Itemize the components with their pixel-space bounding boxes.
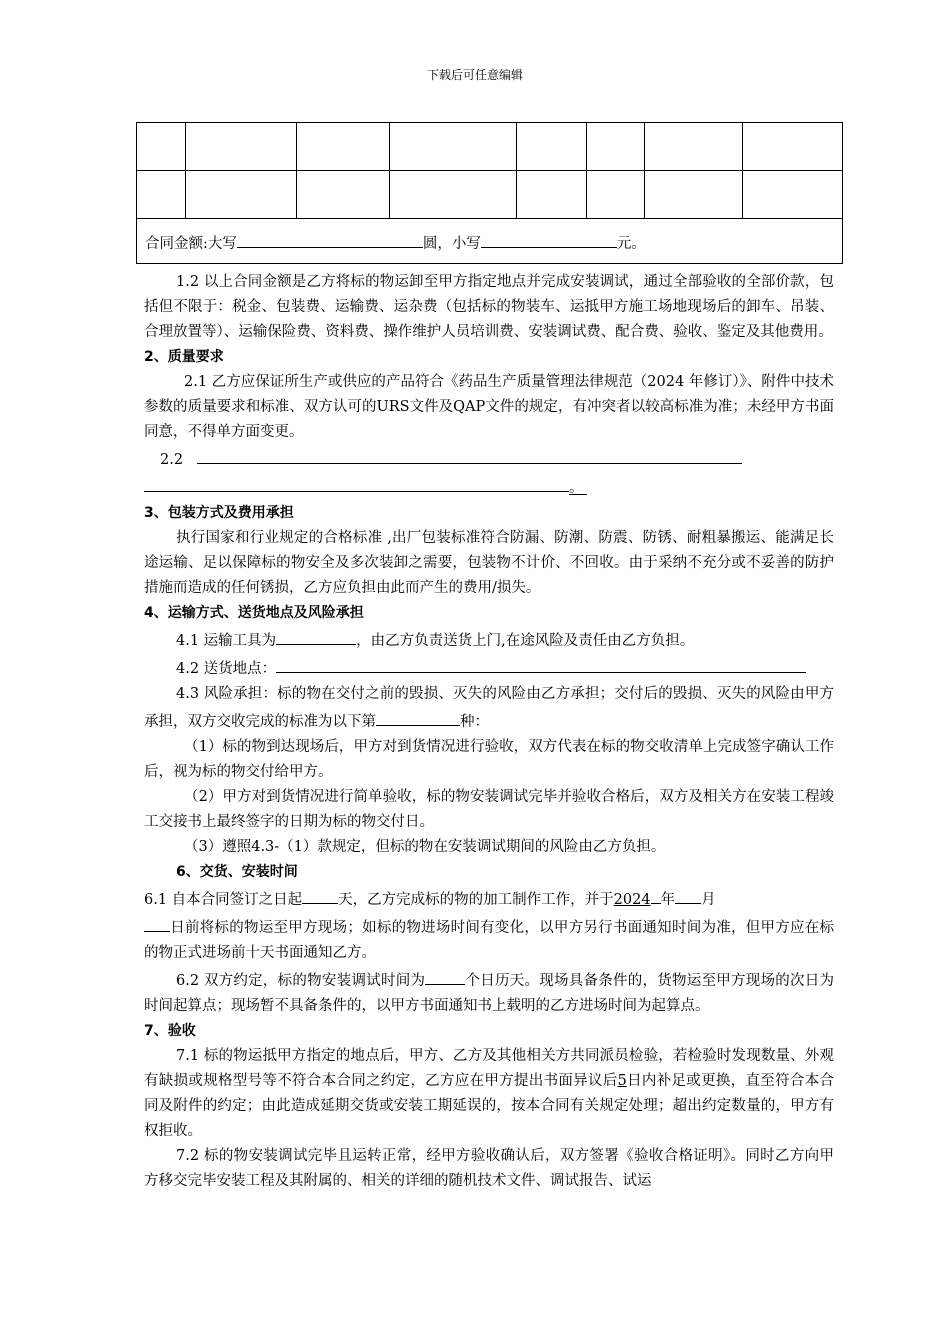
clause-4-3-text: 4.3 风险承担：标的物在交付之前的毁损、灭失的风险由乙方承担；交付后的毁损、灭失的风险由甲方承担，双方交收完成的标准为以下第 xyxy=(144,686,834,730)
delivery-year: 2024 xyxy=(613,892,651,908)
replace-days: 5 xyxy=(617,1073,627,1089)
table-cell[interactable] xyxy=(645,171,743,219)
table-cell[interactable] xyxy=(186,123,297,171)
page-header: 下载后可任意编辑 xyxy=(426,68,523,82)
clause-6-1-text: 6.1 自本合同签订之日起 xyxy=(144,892,303,908)
clause-4-3-1: （1）标的物到达现场后，甲方对到货情况进行验收，双方代表在标的物交收清单上完成签字确认工作后，视为标的物交付给甲方。 xyxy=(144,739,834,780)
amount-mid-label: 圆，小写 xyxy=(422,236,481,252)
table-row xyxy=(137,171,843,219)
clause-1-2: 1.2 以上合同金额是乙方将标的物运卸至甲方指定地点并完成安装调试，通过全部验收的全部价款，包括但不限于：税金、包装费、运输费、运杂费（包括标的物装车、运抵甲方施工场地现场后的卸车、吊装、合理放置等）、运输保险费、资料费、操作维护人员培训费、安装调试费、配合费、验收、鉴定及其他费用。 xyxy=(144,274,834,340)
contract-body xyxy=(144,270,834,1194)
amount-words-field[interactable] xyxy=(237,229,423,248)
table-cell[interactable] xyxy=(743,123,843,171)
year-label: 年 xyxy=(660,892,676,908)
clause-4-1-text-2: ，由乙方负责送货上门,在途风险及责任由乙方负担。 xyxy=(356,633,695,649)
clause-4-1 xyxy=(144,626,834,654)
clause-4-2-text: 4.2 送货地点： xyxy=(176,661,277,677)
clause-7-1 xyxy=(144,1044,834,1144)
clause-4-1-text: 4.1 运输工具为 xyxy=(176,633,277,649)
clause-6-2-text-2: 个日历天。现场具备条件的，货物运至甲方现场的次日为时间起算点；现场暂不具备条件的，以甲方书面通知书上载明的乙方进场时间为起算点。 xyxy=(144,973,834,1014)
section-4-title: 4、运输方式、送货地点及风险承担 xyxy=(144,605,364,621)
production-days-field[interactable] xyxy=(302,885,338,904)
clause-4-3-3: （3）遵照4.3-（1）款规定，但标的物在安装调试期间的风险由乙方负担。 xyxy=(184,839,666,855)
clause-7-1-text-2: 日内补足或更换，直至符合本合同及附件的约定；由此造成延期交货或安装工期延误的，按本合同有关规定处理；超出约定数量的，甲方有权拒收。 xyxy=(144,1073,835,1139)
table-cell[interactable] xyxy=(587,123,645,171)
clause-7-2: 7.2 标的物安装调试完毕且运转正常，经甲方验收确认后，双方签署《验收合格证明》。同时乙方向甲方移交完毕安装工程及其附属的、相关的详细的随机技术文件、调试报告、试运 xyxy=(144,1148,834,1189)
table-cell[interactable] xyxy=(390,171,517,219)
clause-6-1-text-3: 日前将标的物运至甲方现场；如标的物进场时间有变化，以甲方另行书面通知时间为准，但甲方应在标的物正式进场前十天书面通知乙方。 xyxy=(144,920,834,961)
table-cell[interactable] xyxy=(517,123,587,171)
clause-4-3-text-2: 种： xyxy=(460,714,489,730)
amount-figures-field[interactable] xyxy=(481,229,617,248)
clause-6-2 xyxy=(144,966,834,1019)
section-7-title: 7、验收 xyxy=(144,1023,196,1039)
clause-2-2 xyxy=(144,445,834,473)
transport-tool-field[interactable] xyxy=(276,626,356,645)
table-cell[interactable] xyxy=(390,123,517,171)
table-cell[interactable] xyxy=(137,123,186,171)
table-cell[interactable] xyxy=(297,171,390,219)
table-cell[interactable] xyxy=(186,171,297,219)
clause-4-3-2: （2）甲方对到货情况进行简单验收，标的物安装调试完毕并验收合格后，双方及相关方在安装工程竣工交接书上最终签字的日期为标的物交付日。 xyxy=(144,789,834,830)
table-row xyxy=(137,123,843,171)
delivery-location-field[interactable] xyxy=(276,654,806,673)
table-cell[interactable] xyxy=(587,171,645,219)
section-6-title: 6、交货、安装时间 xyxy=(176,864,298,880)
table-cell[interactable] xyxy=(297,123,390,171)
delivery-day-field[interactable] xyxy=(144,913,170,932)
contract-price-table xyxy=(136,122,843,264)
delivery-month-field[interactable] xyxy=(675,885,701,904)
amount-label: 合同金额:大写 xyxy=(145,236,237,252)
clause-4-2 xyxy=(144,654,834,682)
clause-6-1-text-2: 天，乙方完成标的物的加工制作工作，并于 xyxy=(338,892,614,908)
year-gap-field[interactable] xyxy=(651,885,661,904)
delivery-option-field[interactable] xyxy=(376,707,460,726)
clause-2-1: 2.1 乙方应保证所生产或供应的产品符合《药品生产质量管理法律规范（2024 年修订）》、附件中技术参数的质量要求和标准、双方认可的URS文件及QAP文件的规定，有冲突者以较高标准为准；未经甲方书面同意，不得单方面变更。 xyxy=(144,374,834,440)
install-days-field[interactable] xyxy=(425,966,465,985)
month-label: 月 xyxy=(701,892,716,908)
table-cell[interactable] xyxy=(517,171,587,219)
clause-2-2-field[interactable] xyxy=(197,445,742,464)
table-cell[interactable] xyxy=(137,171,186,219)
clause-2-2-end: 。 xyxy=(569,476,587,495)
clause-4-3 xyxy=(144,682,834,735)
section-3-title: 3、包装方式及费用承担 xyxy=(144,505,294,521)
table-cell[interactable] xyxy=(743,171,843,219)
clause-6-1 xyxy=(144,885,834,966)
contract-amount-row xyxy=(137,219,843,264)
contract-amount-cell xyxy=(137,219,843,264)
clause-7-1-text: 7.1 标的物运抵甲方指定的地点后，甲方、乙方及其他相关方共同派员检验，若检验时发现数量、外观有缺损或规格型号等不符合本合同之约定，乙方应在甲方提出书面异议后 xyxy=(144,1048,834,1089)
clause-2-2-field-2[interactable] xyxy=(144,473,569,492)
clause-2-2-cont xyxy=(144,473,834,501)
table-cell[interactable] xyxy=(645,123,743,171)
amount-suffix: 元。 xyxy=(616,236,646,252)
clause-6-2-text: 6.2 双方约定，标的物安装调试时间为 xyxy=(176,973,426,989)
section-2-title: 2、质量要求 xyxy=(144,349,224,365)
clause-3: 执行国家和行业规定的合格标准 ,出厂包装标准符合防漏、防潮、防震、防锈、耐粗暴搬运、能满足长途运输、足以保障标的物安全及多次装卸之需要，包装物不计价、不回收。由于采纳不充分或不妥善的防护措施而造成的任何锈损，乙方应负担由此而产生的费用/损失。 xyxy=(144,530,834,596)
clause-2-2-label: 2.2 xyxy=(160,452,184,468)
